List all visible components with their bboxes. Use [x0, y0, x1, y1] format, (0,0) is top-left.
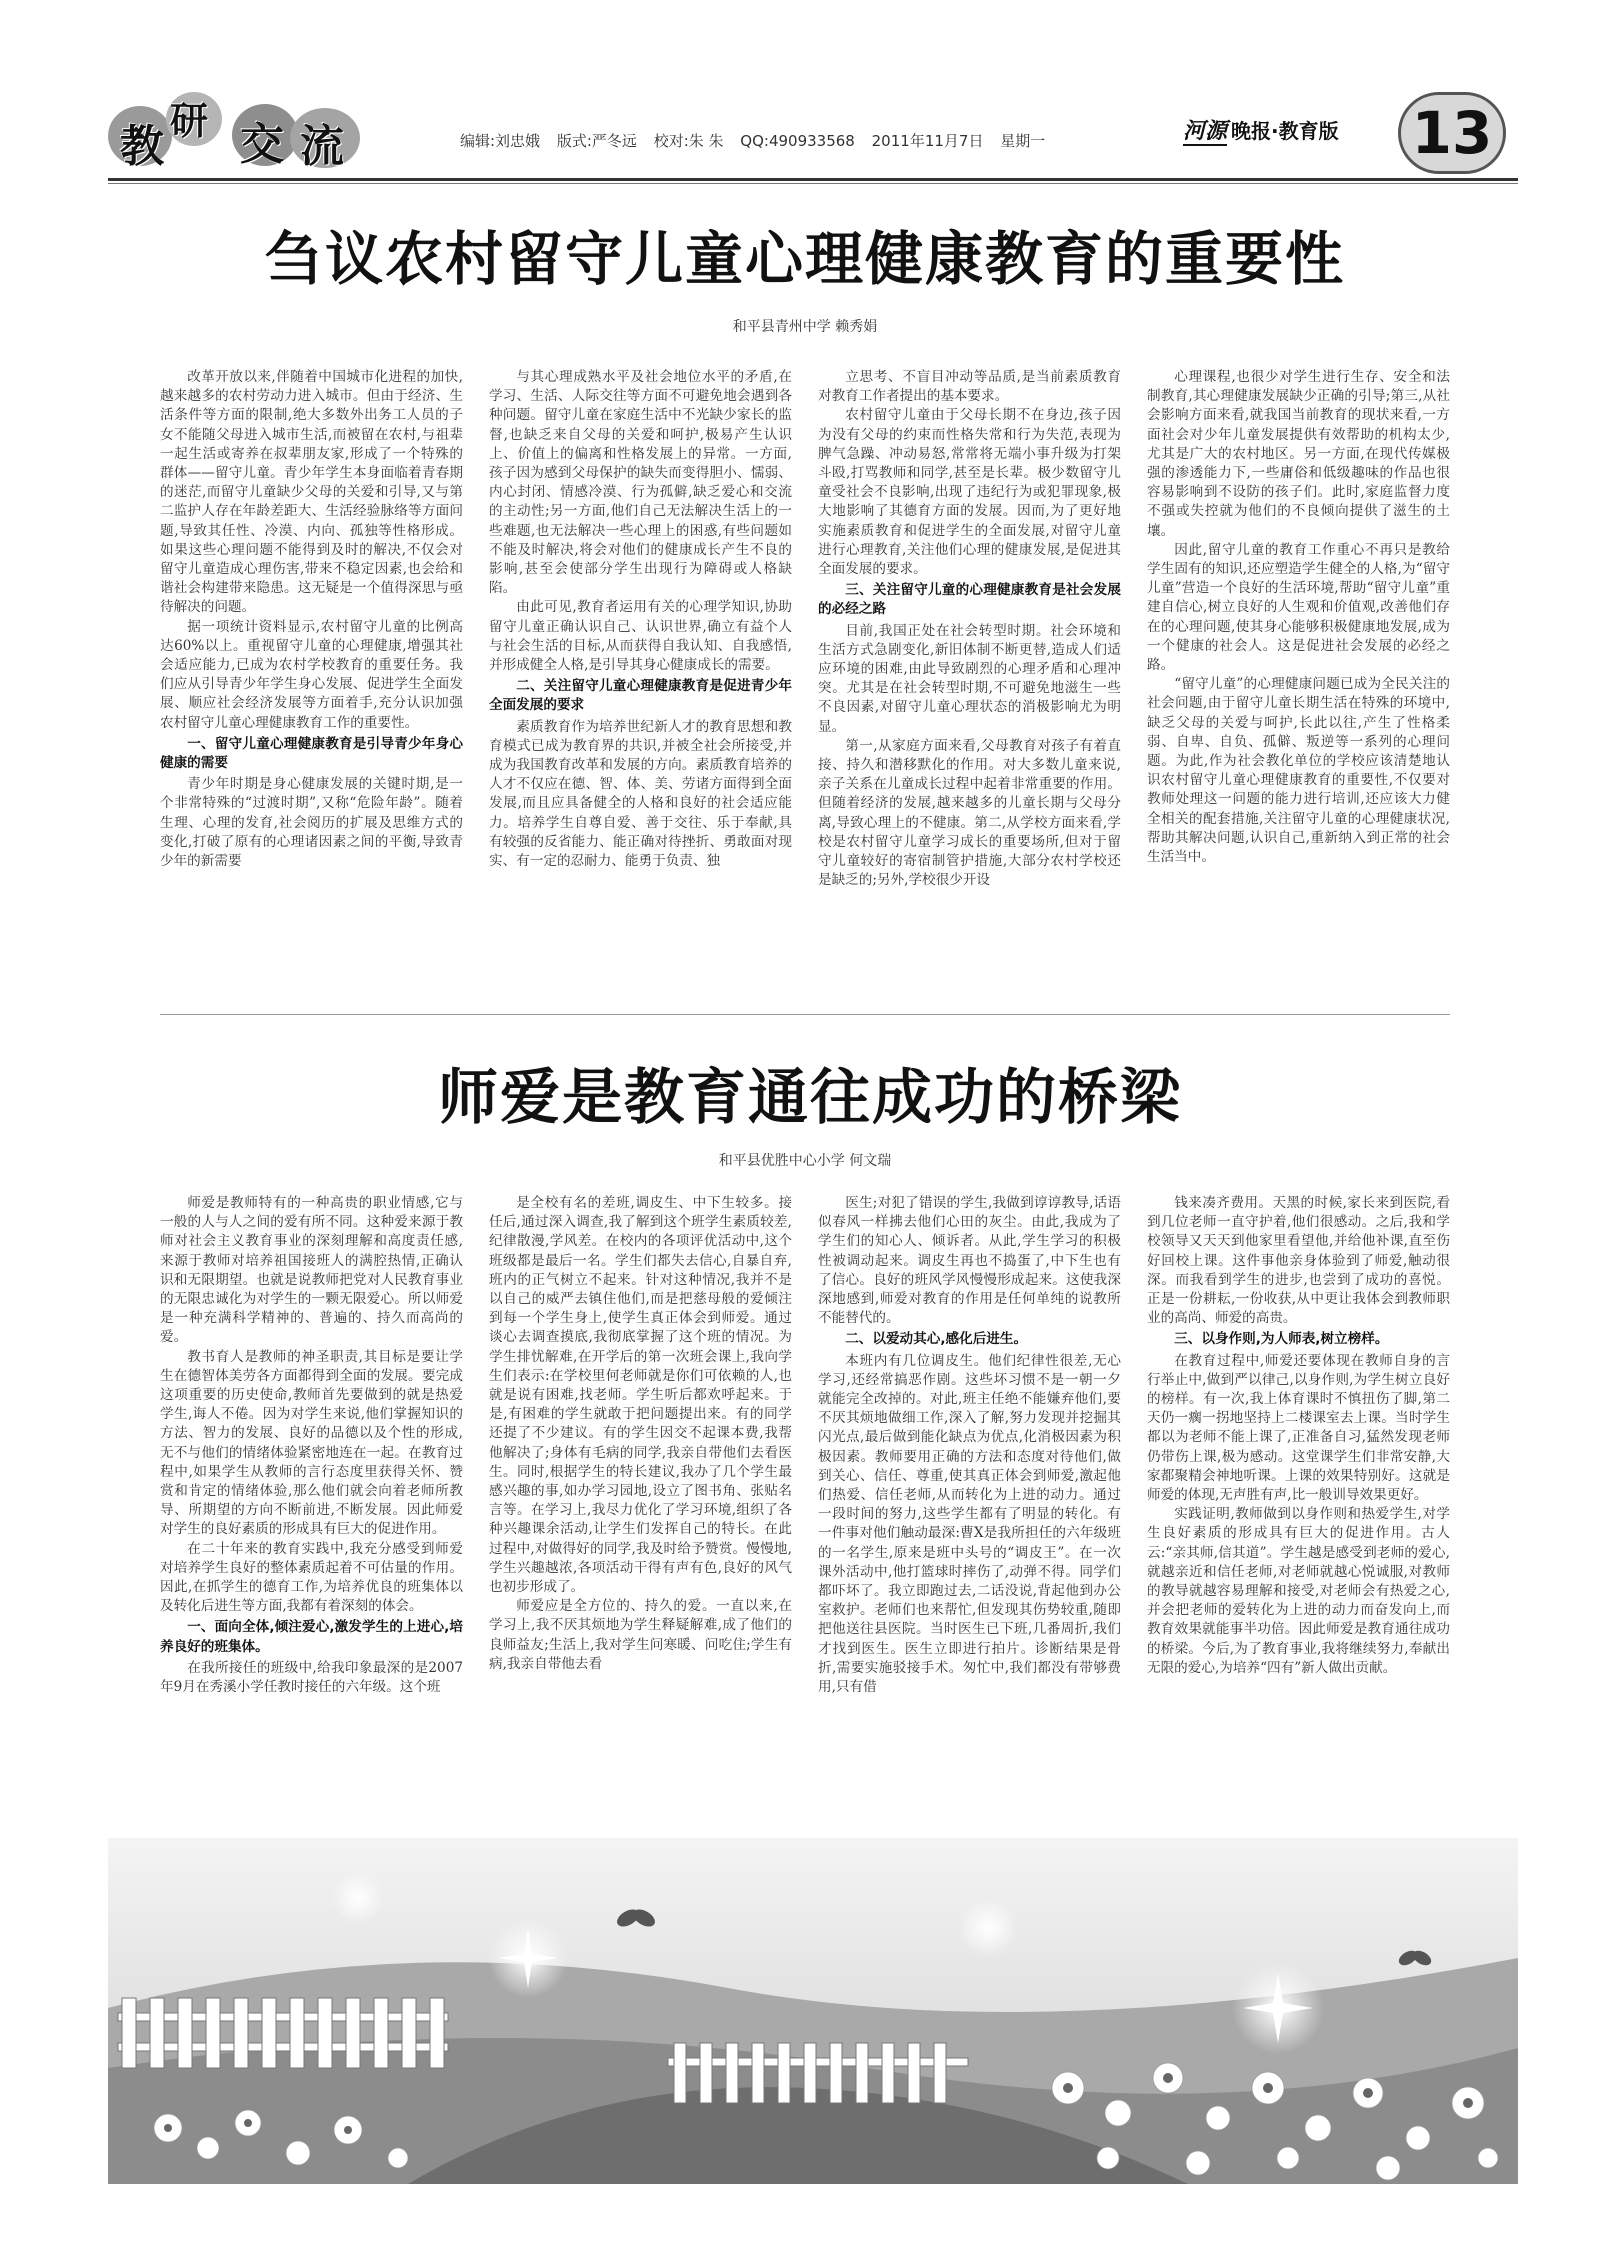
paper-logo: 河源 [1183, 118, 1228, 144]
article1-body [160, 368, 1450, 998]
paragraph: 素质教育作为培养世纪新人才的教育思想和教育模式已成为教育界的共识,并被全社会所接受,并成为我国教育改革和发展的方向。素质教育培养的人才不仅应在德、智、体、美、劳诸方面得到全面发展,而且应具备健全的人格和良好的社会适应能力。培养学生自尊自爱、善于交往、乐于奉献,具有较强的反省能力、能正确对待挫折、勇敢面对现实、有一定的忍耐力、能勇于负责、独 [489, 718, 792, 870]
masthead-char: 流 [300, 121, 344, 172]
article1-column [160, 368, 463, 998]
editor-credit: 编辑:刘忠娥 [460, 132, 541, 150]
section-heading: 三、关注留守儿童的心理健康教育是社会发展的必经之路 [818, 582, 1121, 618]
paragraph: 青少年时期是身心健康发展的关键时期,是一个非常特殊的“过渡时期”,又称“危险年龄”。随着生理、心理的发育,社会阅历的扩展及思维方式的变化,打破了原有的心理诸因素之间的平衡,导致青少年的新需要 [160, 776, 463, 870]
article2-column [1147, 1194, 1450, 1826]
paragraph: 实践证明,教师做到以身作则和热爱学生,对学生良好素质的形成具有巨大的促进作用。古人云:“亲其师,信其道”。学生越是感受到老师的爱心,就越亲近和信任老师,对老师就越心悦诚服,对教师的教导就越容易理解和接受,对老师会有热爱之心,并会把老师的爱转化为上进的动力而奋发向上,而教育效果就能事半功倍。因此师爱是教育通往成功的桥梁。今后,为了教育事业,我将继续努力,奉献出无限的爱心,为培养“四有”新人做出贡献。 [1147, 1506, 1450, 1676]
paragraph: 在我所接任的班级中,给我印象最深的是2007年9月在秀溪小学任教时接任的六年级。这个班 [160, 1659, 463, 1696]
header-divider [108, 183, 1518, 184]
article2-title: 师爱是教育通往成功的桥梁 [438, 1063, 1182, 1133]
section-heading: 三、以身作则,为人师表,树立榜样。 [1174, 1331, 1389, 1348]
article2-column [160, 1194, 463, 1826]
article1-column [818, 368, 1121, 998]
paragraph: 第一,从家庭方面来看,父母教育对孩子有着直接、持久和潜移默化的作用。对大多数儿童来说,亲子关系在儿童成长过程中起着非常重要的作用。但随着经济的发展,越来越多的儿童长期与父母分离,导致心理上的不健康。第二,从学校方面来看,学校是农村留守儿童学习成长的重要场所,但对于留守儿童较好的寄宿制管护措施,大部分农村学校还是缺乏的;另外,学校很少开设 [818, 737, 1121, 889]
section-heading: 一、留守儿童心理健康教育是引导青少年身心健康的需要 [160, 735, 463, 772]
paragraph: 在二十年来的教育实践中,我充分感受到师爱对培养学生良好的整体素质起着不可估量的作用。因此,在抓学生的德育工作,为培养优良的班集体以及转化后进生等方面,我都有着深刻的体会。 [160, 1540, 463, 1615]
masthead-char: 交 [240, 119, 284, 170]
article2-column [818, 1194, 1121, 1826]
paragraph: 本班内有几位调皮生。他们纪律性很差,无心学习,还经常搞恶作剧。这些坏习惯不是一朝一夕就能完全改掉的。对此,班主任绝不能嫌弃他们,要不厌其烦地做细工作,深入了解,努力发现并挖掘其闪光点,最后做到能化缺点为优点,化消极因素为积极因素。教师要用正确的方法和态度对待他们,做到关心、信任、尊重,使其真正体会到师爱,激起他们热爱、信任老师,从而转化为上进的动力。通过一段时间的努力,这些学生都有了明显的转化。有一件事对他们触动最深:曹X是我所担任的六年级班的一名学生,原来是班中头号的“调皮王”。在一次课外活动中,他打篮球时摔伤了,动弹不得。同学们都吓坏了。我立即跑过去,二话没说,背起他到办公室救护。老师们也来帮忙,但发现其伤势较重,随即把他送往县医院。当时医生已下班,几番周折,我们才找到医生。医生立即进行拍片。诊断结果是骨折,需要实施驳接手术。匆忙中,我们都没有带够费用,只有借 [818, 1352, 1121, 1696]
paragraph: 是全校有名的差班,调皮生、中下生较多。接任后,通过深入调查,我了解到这个班学生素质较差,纪律散漫,学风差。在校内的各项评优活动中,这个班级都是最后一名。学生们都失去信心,自暴自弃,班内的正气树立不起来。针对这种情况,我并不是以自己的威严去镇住他们,而是把慈母般的爱倾注到每一个学生身上,使学生真正体会到师爱。通过谈心去调查摸底,我彻底掌握了这个班的情况。为学生排忧解难,在开学后的第一次班会课上,我向学生们表示:在学校里何老师就是你们可依赖的人,也就是说有困难,找老师。学生听后都欢呼起来。于是,有困难的学生就敢于把问题提出来。有的同学还提了不少建议。有的学生因交不起课本费,我帮他解决了;身体有毛病的同学,我亲自带他们去看医生。同时,根据学生的特长建议,我办了几个学生最感兴趣的事,如办学习园地,设立了图书角、张贴名言等。在学习上,我尽力优化了学习环境,组织了各种兴趣课余活动,让学生们发挥自己的特长。在此过程中,对做得好的同学,我及时给予赞赏。慢慢地,学生兴趣越浓,各项活动干得有声有色,良好的风气也初步形成了。 [489, 1195, 792, 1596]
section-heading: 二、关注留守儿童心理健康教育是促进青少年全面发展的要求 [489, 678, 792, 714]
masthead-char: 教 [120, 121, 164, 172]
qq-contact: QQ:490933568 [740, 132, 855, 150]
article1-byline: 和平县青州中学 赖秀娟 [732, 319, 878, 335]
layout-credit: 版式:严冬远 [556, 132, 637, 150]
article1-column [489, 368, 792, 998]
garden-illustration [108, 1838, 1518, 2184]
paragraph: 在教育过程中,师爱还要体现在教师自身的言行举止中,做到严以律己,以身作则,为学生树立良好的榜样。有一次,我上体育课时不慎扭伤了脚,第二天仍一瘸一拐地坚持上二楼课室去上课。当时学生都以为老师不能上课了,正准备自习,猛然发现老师仍带伤上课,极为感动。这堂课学生们非常安静,大家都聚精会神地听课。上课的效果特别好。这就是师爱的体现,无声胜有声,比一般训导效果更好。 [1147, 1352, 1450, 1504]
paragraph: 钱来凑齐费用。天黑的时候,家长来到医院,看到几位老师一直守护着,他们很感动。之后,我和学校领导又天天到他家里看望他,并给他补课,直至伤好回校上课。这件事他亲身体验到了师爱,触动很深。而我看到学生的进步,也尝到了成功的喜悦。正是一份耕耘,一份收获,从中更让我体会到教师职业的高尚、师爱的高贵。 [1147, 1195, 1450, 1327]
article1-title: 刍议农村留守儿童心理健康教育的重要性 [264, 225, 1345, 293]
section-heading: 一、面向全体,倾注爱心,激发学生的上进心,培养良好的班集体。 [160, 1619, 463, 1655]
paragraph: 目前,我国正处在社会转型时期。社会环境和生活方式急剧变化,新旧体制不断更替,造成人们适应环境的困难,由此导致剧烈的心理矛盾和心理冲突。尤其是在社会转型时期,不可避免地滋生一些不良因素,对留守儿童心理状态的消极影响尤为明显。 [818, 622, 1121, 735]
paragraph: 由此可见,教育者运用有关的心理学知识,协助留守儿童正确认识自己、认识世界,确立有益个人与社会生活的目标,从而获得自我认知、自我感悟,并形成健全人格,是引导其身心健康成长的需要。 [489, 599, 792, 674]
paragraph: 立思考、不盲目冲动等品质,是当前素质教育对教育工作者提出的基本要求。 [818, 369, 1121, 405]
header-divider [108, 178, 1518, 181]
paragraph: 心理课程,也很少对学生进行生存、安全和法制教育,其心理健康发展缺少正确的引导;第三,从社会影响方面来看,就我国当前教育的现状来看,一方面社会对少年儿童发展提供有效帮助的机构太少,尤其是广大的农村地区。另一方面,在现代传媒极强的渗透能力下,一些庸俗和低级趣味的作品也很容易影响到不设防的孩子们。此时,家庭监督力度不强或失控就为他们的不良倾向提供了滋生的土壤。 [1147, 369, 1450, 539]
paragraph: 据一项统计资料显示,农村留守儿童的比例高达60%以上。重视留守儿童的心理健康,增强其社会适应能力,已成为农村学校教育的重要任务。我们应从引导青少年学生身心发展、促进学生全面发展、顺应社会经济发展等方面着手,充分认识加强农村留守儿童心理健康教育工作的重要性。 [160, 618, 463, 731]
paragraph: 医生;对犯了错误的学生,我做到谆谆教导,话语似春风一样拂去他们心田的灰尘。由此,我成为了学生们的知心人、倾诉者。从此,学生学习的积极性被调动起来。调皮生再也不捣蛋了,中下生也有了信心。良好的班风学风慢慢形成起来。这使我深深地感到,师爱对教育的作用是任何单纯的说教所不能替代的。 [818, 1195, 1121, 1327]
article1-column [1147, 368, 1450, 998]
paragraph: 与其心理成熟水平及社会地位水平的矛盾,在学习、生活、人际交往等方面不可避免地会遇到各种问题。留守儿童在家庭生活中不光缺少家长的监督,也缺乏来自父母的关爱和呵护,极易产生认识上、价值上的偏离和性格发展上的异常。一方面,孩子因为感到父母保护的缺失而变得胆小、懦弱、内心封闭、情感冷漠、行为孤僻,缺乏爱心和交流的主动性;另一方面,他们自己无法解决生活上的一些难题,也无法解决一些心理上的困惑,有些问题如不能及时解决,将会对他们的健康成长产生不良的影响,甚至会使部分学生出现行为障碍或人格缺陷。 [489, 369, 792, 597]
paper-brand [1183, 114, 1339, 145]
paragraph: 因此,留守儿童的教育工作重心不再只是教给学生固有的知识,还应塑造学生健全的人格,为“留守儿童”营造一个良好的生活环境,帮助“留守儿童”重建自信心,树立良好的人生观和价值观,改善他们存在的心理问题,使其身心能够积极健康地发展,成为一个健康的社会人。这是促进社会发展的必经之路。 [1147, 541, 1450, 674]
header-info [460, 130, 1057, 151]
article2-body [160, 1194, 1450, 1826]
section-heading: 二、以爱动其心,感化后进生。 [845, 1331, 1028, 1348]
proofreader-credit: 校对:朱 朱 [653, 132, 724, 150]
paragraph: 改革开放以来,伴随着中国城市化进程的加快,越来越多的农村劳动力进入城市。但由于经济、生活条件等方面的限制,绝大多数外出务工人员的子女不能随父母进入城市生活,而被留在农村,与祖辈一起生活或寄养在叔辈朋友家,形成了一个特殊的群体——留守儿童。青少年学生本身面临着青春期的迷茫,而留守儿童缺少父母的关爱和引导,又与第二监护人存在年龄差距大、生活经验脉络等方面问题,导致其任性、冷漠、内向、孤独等性格形成。如果这些心理问题不能得到及时的解决,不仅会对留守儿童造成心理伤害,带来不稳定因素,也会给和谐社会构建带来隐患。这无疑是一个值得深思与亟待解决的问题。 [160, 369, 463, 616]
paper-name: 晚报·教育版 [1231, 119, 1339, 143]
paragraph: 教书育人是教师的神圣职责,其目标是要让学生在德智体美劳各方面都得到全面的发展。要完成这项重要的历史使命,教师首先要做到的就是热爱学生,诲人不倦。因为对学生来说,他们掌握知识的方法、智力的发展、良好的品德以及个性的形成,无不与他们的情绪体验紧密地连在一起。在教育过程中,如果学生从教师的言行态度里获得关怀、赞赏和肯定的情绪体验,那么他们就会向着老师所教导、所期望的方向不断前进,不断发展。因此师爱对学生的良好素质的形成具有巨大的促进作用。 [160, 1348, 463, 1538]
paragraph: 师爱应是全方位的、持久的爱。一直以来,在学习上,我不厌其烦地为学生释疑解难,成了他们的良师益友;生活上,我对学生问寒暖、问吃住;学生有病,我亲自带他去看 [489, 1598, 792, 1672]
issue-weekday: 星期一 [1000, 132, 1046, 150]
masthead-char: 研 [170, 99, 209, 143]
issue-date: 2011年11月7日 [871, 132, 984, 150]
paragraph: “留守儿童”的心理健康问题已成为全民关注的社会问题,由于留守儿童长期生活在特殊的环境中,缺乏父母的关爱与呵护,长此以往,产生了性格柔弱、自卑、自负、孤僻、叛逆等一系列的心理问题。为此,作为社会教化单位的学校应该清楚地认识农村留守儿童心理健康教育的重要性,不仅要对教师处理这一问题的能力进行培训,还应该大力健全相关的配套措施,关注留守儿童的心理健康状况,帮助其解决问题,认识自己,重新纳入到正常的社会生活当中。 [1147, 676, 1450, 866]
paragraph: 农村留守儿童由于父母长期不在身边,孩子因为没有父母的约束而性格失常和行为失范,表现为脾气急躁、冲动易怒,常常将无端小事升级为打架斗殴,打骂教师和同学,甚至是长辈。极少数留守儿童受社会不良影响,出现了违纪行为或犯罪现象,极大地影响了其德育方面的发展。因而,为了更好地实施素质教育和促进学生的全面发展,对留守儿童进行心理教育,关注他们心理的健康发展,是促进其全面发展的要求。 [818, 407, 1121, 578]
section-masthead [108, 92, 388, 172]
article2-column [489, 1194, 792, 1826]
article2-byline: 和平县优胜中心小学 何文瑞 [718, 1153, 892, 1169]
article-divider [160, 1014, 1450, 1015]
paragraph: 师爱是教师特有的一种高贵的职业情感,它与一般的人与人之间的爱有所不同。这种爱来源于教师对社会主义教育事业的深刻理解和高度责任感,来源于教师对培养祖国接班人的满腔热情,正确认识和无限期望。也就是说教师把党对人民教育事业的无限忠诚化为对学生的一颗无限爱心。所以师爱是一种充满科学精神的、普遍的、持久而高尚的爱。 [160, 1195, 463, 1346]
page-number: 13 [1398, 92, 1506, 174]
